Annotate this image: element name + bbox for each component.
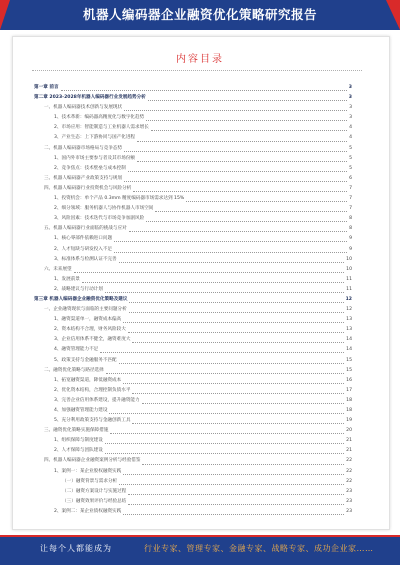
toc-leader-dots <box>128 489 344 495</box>
toc-entry-title: 3、完善企业信用体系建设，提升融资能力 <box>54 397 140 403</box>
toc-entry[interactable] <box>34 113 352 123</box>
toc-entry[interactable] <box>34 386 352 396</box>
toc-entry-title: （一）融资背景与需求分析 <box>62 478 118 484</box>
toc-entry[interactable] <box>34 396 352 406</box>
toc-divider <box>32 70 362 71</box>
toc-entry[interactable] <box>34 93 352 103</box>
toc-entry-title: 2、资本结构不合理，财务风险较大 <box>54 327 126 333</box>
toc-entry[interactable] <box>34 255 352 265</box>
toc-entry[interactable] <box>34 356 352 366</box>
toc-leader-dots <box>119 358 344 364</box>
toc-entry[interactable] <box>34 164 352 174</box>
toc-entry-title: 三、融资优化策略实施保障措施 <box>44 428 109 434</box>
toc-entry-title: 1、投资机会：单个产品 0.3mm 精度编码器市场需求达到 15% <box>54 196 185 202</box>
footer-roles: 行业专家、管理专家、金融专家、战略专家、成功企业家…… <box>144 544 374 553</box>
toc-entry-page: 15 <box>346 357 352 363</box>
toc-entry[interactable] <box>34 497 352 507</box>
toc-entry[interactable] <box>34 154 352 164</box>
toc-leader-dots <box>110 428 344 434</box>
toc-entry[interactable] <box>34 103 352 113</box>
toc-entry-title: 1、发展前景 <box>54 276 80 282</box>
toc-leader-dots <box>124 105 347 111</box>
toc-leader-dots <box>128 499 344 505</box>
toc-entry[interactable] <box>34 285 352 295</box>
toc-entry-page: 20 <box>346 428 352 434</box>
toc-entry-page: 18 <box>346 408 352 413</box>
toc-entry[interactable] <box>34 83 352 93</box>
toc-entry-page: 8 <box>349 226 352 232</box>
footer-slogan: 让每个人都能成为 <box>40 544 112 553</box>
toc-entry-title: 1、融资渠道单一，融资成本偏高 <box>54 317 122 323</box>
toc-entry[interactable] <box>34 507 352 517</box>
toc-entry-page: 3 <box>349 115 352 121</box>
toc-entry-page: 3 <box>348 95 352 101</box>
toc-leader-dots <box>132 418 344 424</box>
toc-entry-page: 14 <box>346 337 352 343</box>
toc-entry-title: 三、机器人编码器产业政策支持与规划 <box>44 175 123 181</box>
toc-entry[interactable] <box>34 366 352 376</box>
toc-entry-title: （三）融资效果评价与经验总结 <box>62 498 127 504</box>
footer-stripe <box>0 535 400 537</box>
toc-leader-dots <box>129 297 343 303</box>
toc-entry-title: 2、人才保障与团队建设 <box>54 448 103 454</box>
toc-entry-page: 9 <box>349 246 352 252</box>
toc-entry-title: 第二章 2023-2028年机器人编码器行业发展趋势分析 <box>34 95 146 101</box>
toc-entry-title: 3、企业信用体系不健全，融资难度大 <box>54 337 131 343</box>
toc-entry-title: 3、标准体系与检测认证不完善 <box>54 256 117 262</box>
toc-entry-title: 2、细分领域：服务机器人与协作机器人市场空间 <box>54 206 154 212</box>
toc-entry[interactable] <box>34 406 352 416</box>
toc-entry[interactable] <box>34 174 352 184</box>
toc-leader-dots <box>114 236 347 242</box>
toc-entry-page: 19 <box>346 418 352 424</box>
toc-leader-dots <box>132 388 344 394</box>
toc-leader-dots <box>105 438 344 444</box>
toc-entry[interactable] <box>34 275 352 285</box>
table-of-contents <box>34 83 352 517</box>
toc-entry-page: 9 <box>349 236 352 242</box>
toc-entry-page: 10 <box>346 256 352 262</box>
toc-entry-title: 4、融资管理能力不足 <box>54 347 99 353</box>
toc-entry-title: 二、融资优化策略与路径选择 <box>44 367 104 373</box>
toc-leader-dots <box>129 226 347 232</box>
toc-entry-page: 15 <box>346 367 352 373</box>
toc-entry-title: 1、技术革新：编码器高精度化与数字化趋势 <box>54 115 145 121</box>
toc-leader-dots <box>105 448 344 454</box>
toc-entry[interactable] <box>34 467 352 477</box>
toc-leader-dots <box>137 156 347 162</box>
toc-entry[interactable] <box>34 295 352 305</box>
toc-leader-dots <box>123 509 344 515</box>
toc-entry-page: 7 <box>349 185 352 191</box>
toc-leader-dots <box>142 398 345 404</box>
toc-entry-title: 二、机器人编码器市场格局与竞争态势 <box>44 145 123 151</box>
toc-entry-page: 16 <box>346 377 352 383</box>
toc-entry[interactable] <box>34 305 352 315</box>
toc-entry-page: 18 <box>346 397 352 403</box>
toc-leader-dots <box>119 257 344 263</box>
toc-leader-dots <box>186 196 347 202</box>
toc-entry-title: 1、拓宽融资渠道，降低融资成本 <box>54 377 122 383</box>
toc-entry[interactable] <box>34 123 352 133</box>
toc-entry[interactable] <box>34 224 352 234</box>
toc-entry[interactable] <box>34 436 352 446</box>
toc-entry[interactable] <box>34 477 352 487</box>
toc-entry-title: 2、战略建议与行动计划 <box>54 286 103 292</box>
toc-entry[interactable] <box>34 487 352 497</box>
toc-entry[interactable] <box>34 133 352 143</box>
toc-entry[interactable] <box>34 315 352 325</box>
toc-entry[interactable] <box>34 184 352 194</box>
toc-leader-dots <box>106 368 344 374</box>
toc-entry-page: 5 <box>349 155 352 161</box>
toc-entry-title: 5、充分利用政策支持与金融创新工具 <box>54 418 131 424</box>
toc-leader-dots <box>100 347 344 353</box>
toc-entry[interactable] <box>34 234 352 244</box>
toc-leader-dots <box>137 136 347 142</box>
toc-leader-dots <box>123 317 344 323</box>
toc-entry-page: 7 <box>349 206 352 212</box>
toc-leader-dots <box>119 479 344 485</box>
toc-leader-dots <box>114 247 347 253</box>
toc-entry-page: 22 <box>346 478 352 484</box>
toc-entry-page: 23 <box>346 488 352 494</box>
toc-entry[interactable] <box>34 265 352 275</box>
toc-entry-page: 23 <box>346 498 352 504</box>
toc-entry-page: 8 <box>349 216 352 222</box>
toc-leader-dots <box>148 95 347 101</box>
toc-leader-dots <box>124 146 347 152</box>
toc-leader-dots <box>129 307 344 313</box>
toc-leader-dots <box>74 267 345 273</box>
report-title: 机器人编码器企业融资优化策略研究报告 <box>82 7 317 22</box>
toc-leader-dots <box>123 469 344 475</box>
toc-entry-page: 21 <box>346 448 352 454</box>
toc-entry-title: 一、企业融资现状与面临的主要问题分析 <box>44 307 127 313</box>
toc-entry[interactable] <box>34 456 352 466</box>
toc-entry-title: 第一章 前言 <box>34 85 59 90</box>
toc-leader-dots <box>133 186 347 192</box>
toc-leader-dots <box>146 216 347 222</box>
toc-entry-title: 一、机器人编码器技术创新与发展现状 <box>44 105 123 111</box>
toc-leader-dots <box>151 125 347 131</box>
toc-entry[interactable] <box>34 144 352 154</box>
toc-entry-title: 1、国内外市场主要参与者及其市场份额 <box>54 155 136 161</box>
toc-leader-dots <box>105 287 344 293</box>
toc-entry-title: 2、优化资本结构，合理控制负债水平 <box>54 387 131 393</box>
toc-entry-title: （二）融资方案设计与实施过程 <box>62 488 127 494</box>
toc-entry-title: 3、产业生态：上下游协同与国产化进程 <box>54 135 136 141</box>
toc-entry-title: 六、未来展望 <box>44 266 72 272</box>
toc-entry[interactable] <box>34 345 352 355</box>
toc-entry-page: 3 <box>348 85 352 90</box>
toc-entry[interactable] <box>34 376 352 386</box>
toc-entry-title: 5、政策支持与金融服务不匹配 <box>54 357 117 363</box>
toc-entry-page: 22 <box>346 458 352 464</box>
toc-leader-dots <box>123 378 344 384</box>
toc-entry[interactable] <box>34 245 352 255</box>
toc-leader-dots <box>155 206 347 212</box>
toc-leader-dots <box>146 115 347 121</box>
toc-entry[interactable] <box>34 214 352 224</box>
toc-leader-dots <box>128 327 344 333</box>
toc-entry-page: 12 <box>346 307 352 313</box>
toc-entry-title: 3、风险因素：技术迭代与市场竞争加剧风险 <box>54 216 145 222</box>
toc-entry-page: 23 <box>346 508 352 514</box>
toc-entry-title: 1、核心零部件依赖进口问题 <box>54 236 113 242</box>
toc-entry-title: 1、案例一：某企业股权融资实践 <box>54 468 122 474</box>
toc-entry-page: 4 <box>349 135 352 141</box>
toc-entry-title: 2、人才短缺与研发投入不足 <box>54 246 113 252</box>
toc-entry-title: 1、组织保障与制度建设 <box>54 438 103 444</box>
toc-entry-page: 10 <box>346 266 352 272</box>
toc-entry-page: 5 <box>349 145 352 151</box>
toc-entry-title: 五、机器人编码器行业面临的挑战与应对 <box>44 226 127 232</box>
toc-entry[interactable] <box>34 335 352 345</box>
toc-leader-dots <box>132 337 344 343</box>
toc-entry[interactable] <box>34 426 352 436</box>
toc-entry-title: 四、机器人编码器企业融资案例分析与经验借鉴 <box>44 458 141 464</box>
toc-entry-page: 17 <box>346 387 352 393</box>
toc-entry-page: 13 <box>346 327 352 333</box>
toc-entry-page: 11 <box>346 276 352 282</box>
toc-entry[interactable] <box>34 204 352 214</box>
toc-entry-page: 3 <box>349 105 352 111</box>
toc-entry-page: 6 <box>349 175 352 181</box>
toc-leader-dots <box>82 277 344 283</box>
toc-entry-page: 14 <box>346 347 352 353</box>
toc-leader-dots <box>109 408 344 414</box>
toc-leader-dots <box>124 176 347 182</box>
toc-entry[interactable] <box>34 446 352 456</box>
toc-entry[interactable] <box>34 325 352 335</box>
toc-entry-title: 2、市场应用：智能制造与工业机器人需求增长 <box>54 125 149 131</box>
toc-entry-page: 11 <box>346 286 352 292</box>
toc-entry[interactable] <box>34 416 352 426</box>
toc-entry[interactable] <box>34 194 352 204</box>
toc-entry-page: 5 <box>349 165 352 171</box>
toc-entry-page: 22 <box>346 468 352 474</box>
toc-entry-page: 13 <box>346 317 352 323</box>
toc-entry-title: 4、加强融资管理能力建设 <box>54 408 108 413</box>
toc-entry-page: 21 <box>346 438 352 444</box>
toc-leader-dots <box>142 459 344 465</box>
toc-entry-page: 7 <box>349 196 352 202</box>
toc-entry-title: 第三章 机器人编码器企业融资优化策略及建议 <box>34 296 128 302</box>
toc-heading: 内容目录 <box>176 54 224 65</box>
toc-entry-title: 2、竞争焦点：技术壁垒与成本控制 <box>54 165 126 171</box>
toc-leader-dots <box>61 85 347 91</box>
toc-entry-title: 2、案例二：某企业债权融资实践 <box>54 508 122 514</box>
toc-leader-dots <box>128 166 347 172</box>
toc-entry-page: 12 <box>345 296 352 302</box>
toc-entry-title: 四、机器人编码器行业投资机会与风险分析 <box>44 185 132 191</box>
toc-entry-page: 4 <box>349 125 352 131</box>
